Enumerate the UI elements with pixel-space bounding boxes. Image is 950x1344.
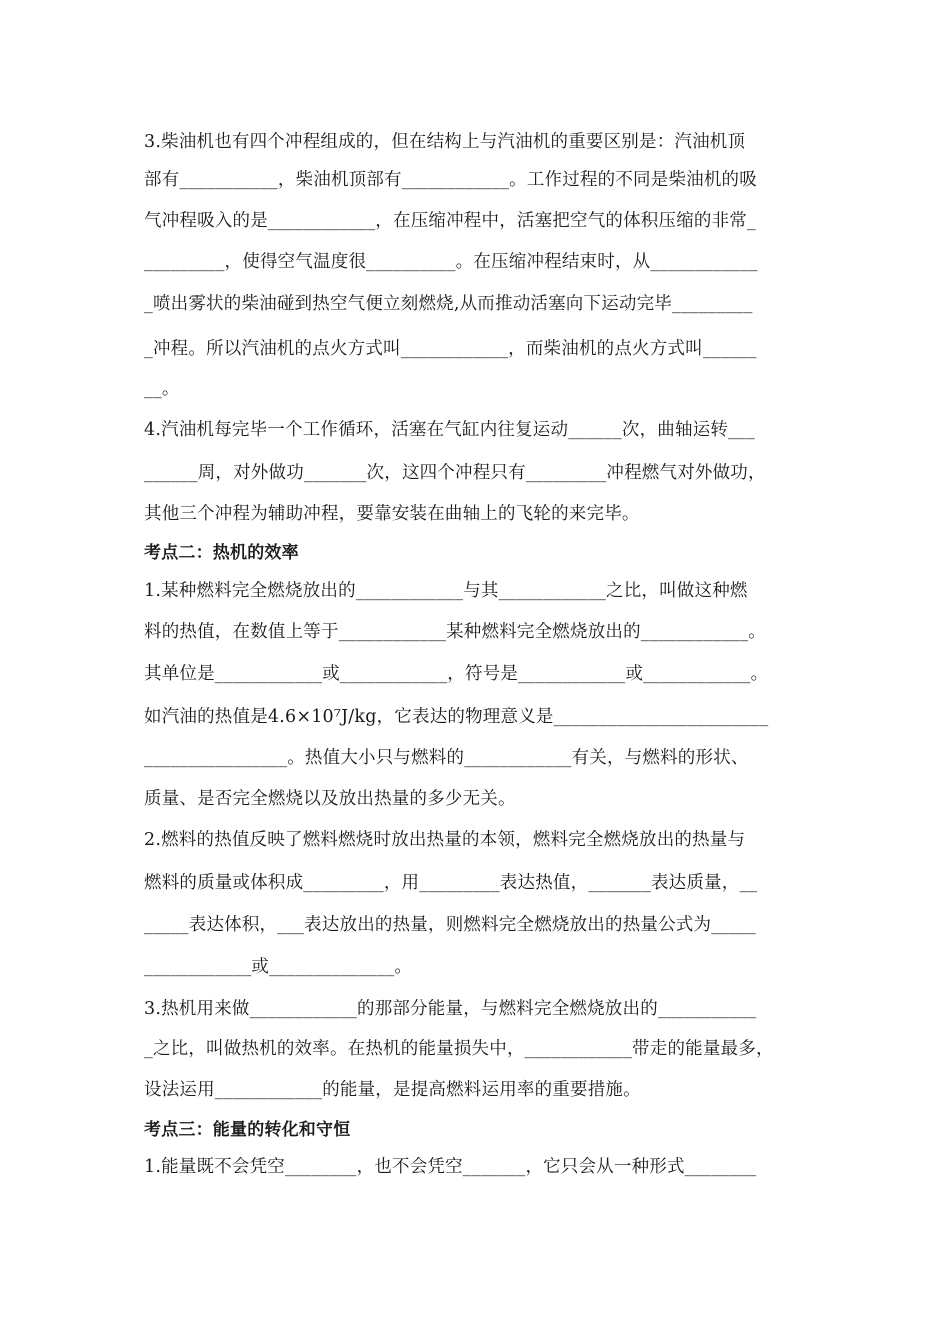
paragraph-line: 设法运用____________的能量，是提高燃料运用率的重要措施。 xyxy=(144,1080,641,1100)
paragraph-line: _喷出雾状的柴油碰到热空气便立刻燃烧,从而推动活塞向下运动完毕_________ xyxy=(144,294,753,314)
paragraph-line: 4.汽油机每完毕一个工作循环，活塞在气缸内往复运动______次，曲轴运转___ xyxy=(144,420,755,440)
paragraph-line: ______周，对外做功_______次，这四个冲程只有_________冲程燃气对外做功， xyxy=(144,463,766,483)
paragraph-line: _之比，叫做热机的效率。在热机的能量损失中，____________带走的能量最多， xyxy=(144,1039,774,1059)
paragraph-line: 如汽油的热值是4.6×10⁷J/kg，它表达的物理意义是________________________ xyxy=(144,707,769,727)
paragraph-line: 3.柴油机也有四个冲程组成的，但在结构上与汽油机的重要区别是：汽油机顶 xyxy=(144,132,746,152)
section-heading: 考点二：热机的效率 xyxy=(144,543,299,563)
paragraph-line: 1.某种燃料完全燃烧放出的____________与其____________之比，叫做这种燃 xyxy=(144,581,748,601)
paragraph-line: 3.热机用来做____________的那部分能量，与燃料完全燃烧放出的___________ xyxy=(144,999,757,1019)
paragraph-line: 其他三个冲程为辅助冲程，要靠安装在曲轴上的飞轮的来完毕。 xyxy=(144,504,640,524)
paragraph-line: 料的热值，在数值上等于____________某种燃料完全燃烧放出的____________。 xyxy=(144,622,766,642)
paragraph-line: 气冲程吸入的是____________，在压缩冲程中，活塞把空气的体积压缩的非常_ xyxy=(144,211,756,231)
paragraph-line: 燃料的质量或体积成_________，用_________表达热值，_______表达质量，__ xyxy=(144,873,758,893)
paragraph-line: 2.燃料的热值反映了燃料燃烧时放出热量的本领，燃料完全燃烧放出的热量与 xyxy=(144,830,746,850)
paragraph-line: _________，使得空气温度很__________。在压缩冲程结束时，从____________ xyxy=(144,252,758,272)
paragraph-line: _冲程。所以汽油机的点火方式叫____________，而柴油机的点火方式叫______ xyxy=(144,339,757,359)
paragraph-line: 质量、是否完全燃烧以及放出热量的多少无关。 xyxy=(144,789,516,809)
paragraph-line: ________________。热值大小只与燃料的____________有关，与燃料的形状、 xyxy=(144,748,749,768)
paragraph-line: __。 xyxy=(144,379,180,399)
paragraph-line: 1.能量既不会凭空________，也不会凭空_______，它只会从一种形式________ xyxy=(144,1157,757,1177)
paragraph-line: ____________或______________。 xyxy=(144,957,413,977)
paragraph-line: _____表达体积，___表达放出的热量，则燃料完全燃烧放出的热量公式为_____ xyxy=(144,915,756,935)
section-heading: 考点三：能量的转化和守恒 xyxy=(144,1120,351,1140)
paragraph-line: 其单位是____________或____________，符号是____________或____________。 xyxy=(144,664,769,684)
paragraph-line: 部有___________，柴油机顶部有____________。工作过程的不同是柴油机的吸 xyxy=(144,170,757,190)
